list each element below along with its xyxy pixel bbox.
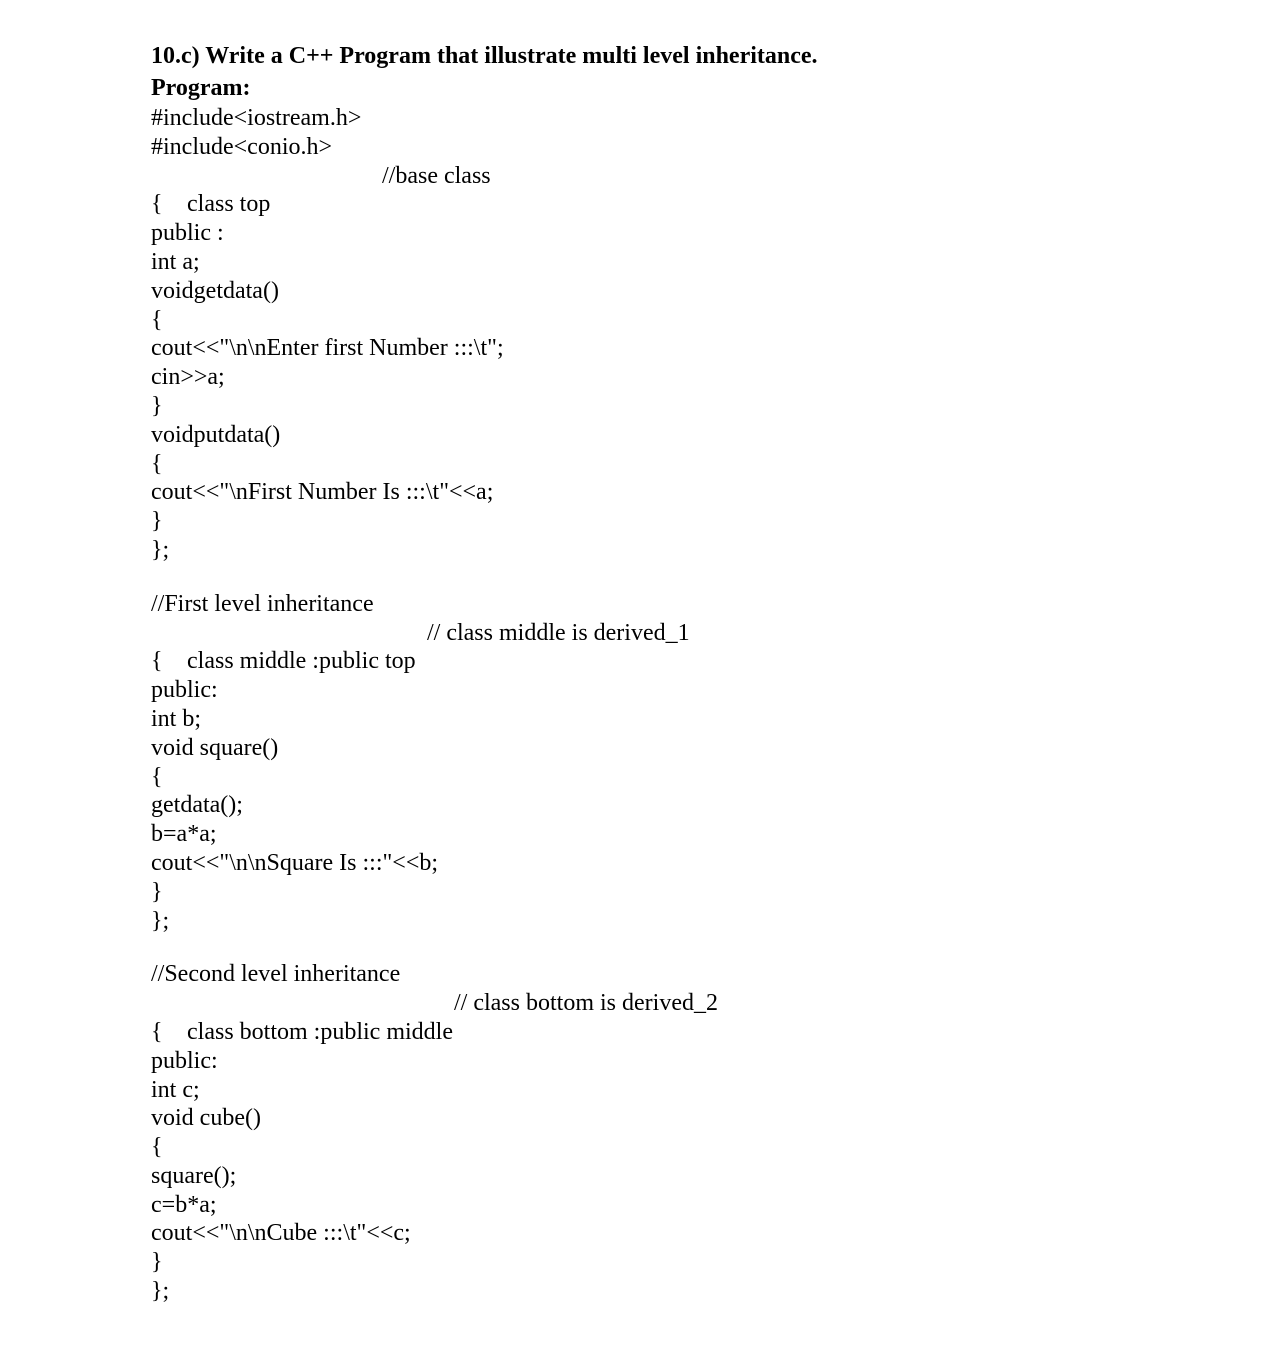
document-page — [151, 40, 1231, 1306]
code-line: getdata(); — [151, 792, 243, 819]
code-line: c=b*a; — [151, 1191, 217, 1218]
code-line: } — [151, 392, 163, 419]
code-line: { — [151, 1018, 163, 1045]
blank-line — [151, 935, 1231, 960]
code-line: } — [151, 1249, 163, 1276]
code-comment-line: //First level inheritance — [151, 590, 374, 617]
code-line: voidgetdata() — [151, 277, 279, 304]
code-listing — [151, 104, 1231, 1306]
code-text: class top — [187, 191, 271, 218]
code-line: cout<<"\n\nCube :::\t"<<c; — [151, 1220, 411, 1247]
code-line: b=a*a; — [151, 821, 217, 848]
code-line: public: — [151, 677, 218, 704]
code-line: #include<iostream.h> — [151, 105, 362, 131]
code-line: }; — [151, 536, 170, 563]
code-line: cout<<"\n\nEnter first Number :::\t"; — [151, 335, 504, 362]
code-text: class middle :public top — [187, 648, 416, 675]
class-top-declaration — [151, 162, 1231, 218]
code-line: { — [151, 191, 163, 218]
code-line: #include<conio.h> — [151, 133, 333, 160]
blank-line — [151, 565, 1231, 590]
code-line: square(); — [151, 1162, 237, 1189]
code-line: } — [151, 878, 163, 905]
code-line: cout<<"\nFirst Number Is :::\t"<<a; — [151, 479, 494, 506]
code-comment: // class middle is derived_1 — [427, 619, 690, 646]
code-comment: //base class — [382, 162, 491, 189]
code-line: public : — [151, 220, 224, 247]
code-line: int a; — [151, 248, 200, 275]
code-line: }; — [151, 1278, 170, 1305]
code-line: cout<<"\n\nSquare Is :::"<<b; — [151, 849, 439, 876]
code-line: voidputdata() — [151, 421, 281, 448]
code-line: }; — [151, 907, 170, 934]
code-line: public: — [151, 1047, 218, 1074]
code-comment: // class bottom is derived_2 — [454, 990, 718, 1017]
question-title: 10.c) Write a C++ Program that illustrate multi level inheritance. — [151, 43, 818, 69]
code-line: int b; — [151, 705, 202, 732]
code-line: int c; — [151, 1076, 200, 1103]
code-text: class bottom :public middle — [187, 1018, 453, 1045]
code-line: cin>>a; — [151, 364, 225, 391]
code-line: } — [151, 508, 163, 535]
code-line: { — [151, 306, 163, 333]
code-line: { — [151, 648, 163, 675]
code-line: { — [151, 1134, 163, 1161]
class-middle-declaration — [151, 619, 1231, 675]
code-line: void cube() — [151, 1105, 261, 1132]
code-line: { — [151, 450, 163, 477]
code-line: { — [151, 763, 163, 790]
class-bottom-declaration — [151, 989, 1231, 1045]
code-line: void square() — [151, 734, 279, 761]
program-label: Program: — [151, 75, 251, 101]
code-comment-line: //Second level inheritance — [151, 961, 401, 988]
